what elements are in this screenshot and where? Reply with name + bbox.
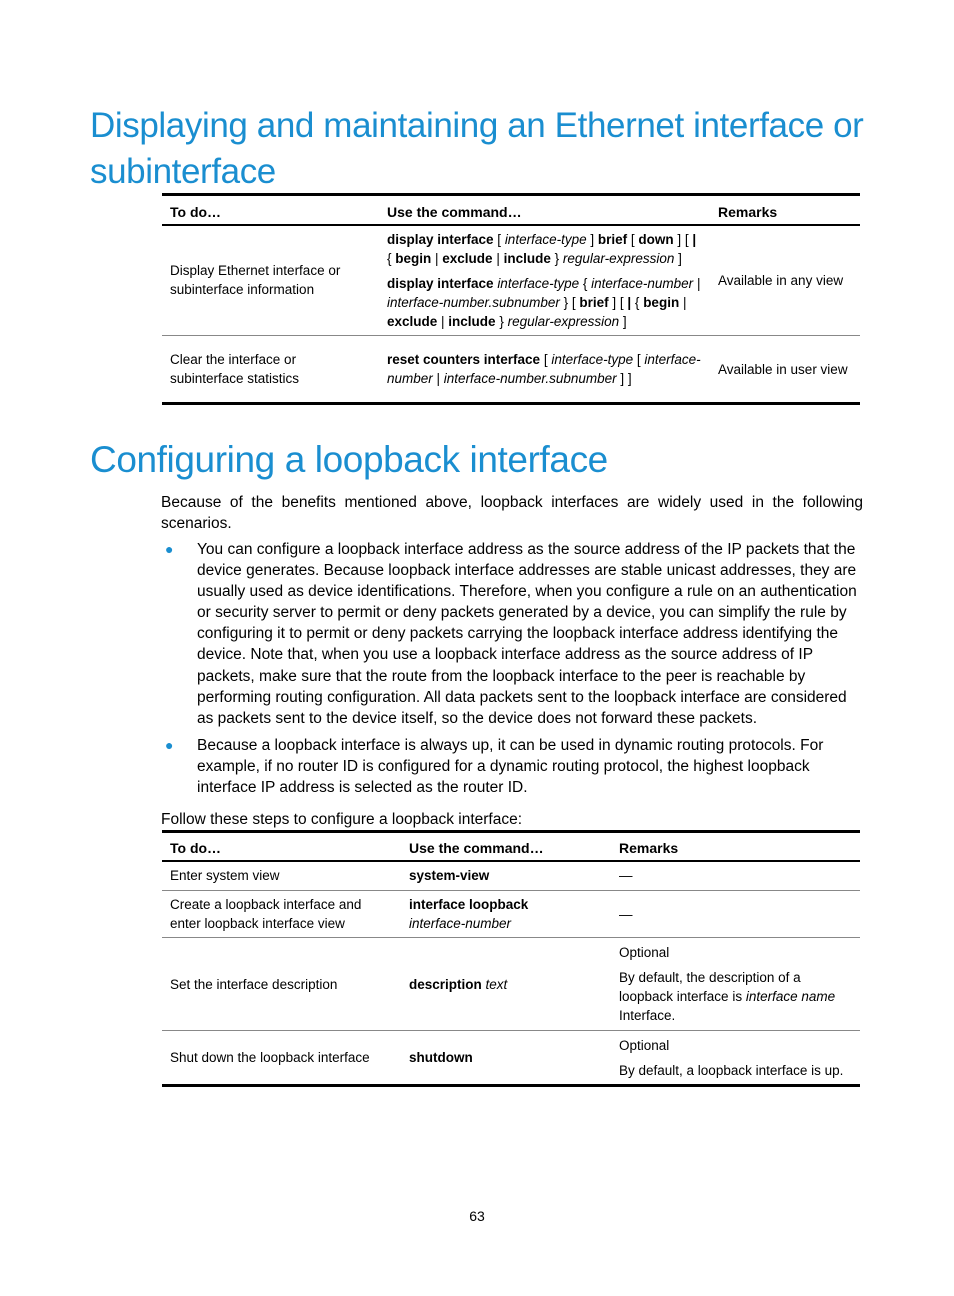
command-punctuation: { [631, 294, 644, 310]
command-syntax [387, 274, 702, 331]
command-syntax [387, 350, 702, 388]
command-cell [379, 336, 710, 404]
command-punctuation: | [437, 313, 449, 329]
command-keyword: exclude [387, 313, 438, 329]
command-keyword: begin [643, 294, 680, 310]
remarks-cell: Available in any view [718, 272, 844, 288]
command-argument: text [485, 976, 508, 992]
command-punctuation: [ [540, 352, 552, 367]
table-row [162, 225, 860, 336]
command-cell [401, 861, 611, 891]
remarks-cell [611, 1031, 860, 1086]
command-punctuation: | [492, 250, 504, 266]
scenario-list [161, 539, 863, 804]
command-argument: interface-number [409, 916, 512, 931]
command-argument: interface-type [497, 275, 580, 291]
remarks-default [619, 968, 852, 1025]
command-punctuation: ] [674, 250, 682, 266]
command-punctuation: | [431, 250, 443, 266]
section-heading-loopback: Configuring a loopback interface [90, 439, 608, 480]
command-keyword: exclude [442, 250, 493, 266]
command-argument: interface-number.subnumber [387, 294, 560, 310]
remarks-default: By default, a loopback interface is up. [619, 1062, 844, 1078]
table-header-row [162, 832, 860, 861]
command-punctuation: { [579, 275, 592, 291]
table-row [162, 861, 860, 891]
command-keyword: | [692, 231, 697, 247]
remarks-cell: Available in user view [718, 361, 848, 377]
command-argument: regular-expression [507, 313, 620, 329]
section-heading-ethernet: Displaying and maintaining an Ethernet interface or subinterface [90, 106, 864, 191]
command-punctuation: | [693, 275, 701, 291]
command-punctuation: } [550, 250, 563, 266]
command-punctuation: ] [586, 231, 598, 247]
remarks-optional: Optional [619, 945, 670, 960]
ethernet-command-table [162, 193, 860, 405]
command-keyword: shutdown [409, 1050, 473, 1065]
column-header-remarks: Remarks [619, 840, 679, 857]
bullet-icon: ● [165, 736, 174, 753]
command-cell [401, 891, 611, 938]
list-item [161, 539, 863, 729]
remarks-cell: — [619, 868, 633, 884]
table-row [162, 336, 860, 404]
command-keyword: display interface [387, 275, 494, 291]
command-punctuation: ] [619, 313, 627, 329]
command-keyword: brief [597, 231, 628, 247]
command-punctuation: } [ [559, 294, 580, 310]
command-cell [379, 225, 710, 336]
todo-cell: Clear the interface or subinterface statistics [170, 352, 300, 386]
remarks-text: Interface. [619, 1008, 676, 1023]
command-keyword: include [503, 250, 551, 266]
table-row [162, 891, 860, 938]
remarks-cell [611, 938, 860, 1031]
command-punctuation: | [679, 294, 687, 310]
command-keyword: interface loopback [409, 897, 529, 912]
list-item-text: Because a loopback interface is always up, it can be used in dynamic routing protocols. For example, if no router ID is configured for a dynamic routing protocol, the highest loopback interface IP address is selected as the router ID. [197, 736, 824, 797]
remarks-italic: interface name [745, 989, 836, 1004]
command-punctuation: ] ] [616, 371, 632, 386]
command-punctuation: ] [ [608, 294, 628, 310]
page-number: 63 [469, 1208, 485, 1224]
column-header-remarks: Remarks [718, 203, 778, 220]
loopback-command-table [162, 830, 860, 1087]
command-keyword: brief [579, 294, 609, 310]
remarks-cell: — [619, 906, 633, 922]
list-item-text: You can configure a loopback interface address as the source address of the IP packets that the device generates. Because loopback interface addresses are stable unicast addresses, they are usually used as device identifications. Therefore, when you configure a rule on an authentication or security server to permit or deny packets generated by a device, you can simplify the rule by configuring it to permit or deny packets carrying the loopback interface address identifying the device. Note that, when you use a loopback interface address as the source address of IP packets, make sure that the route from the loopback interface to the peer is reachable by performing routing configuration. All data packets sent to the loopback interface are considered as packets sent to the device itself, so the device does not forward these packets. [197, 541, 857, 727]
column-header-command: Use the command… [387, 203, 522, 220]
command-argument: interface-number [387, 352, 701, 386]
command-keyword: down [638, 231, 674, 247]
table-row [162, 938, 860, 1031]
command-punctuation: } [495, 313, 508, 329]
command-keyword: display interface [387, 231, 494, 247]
todo-cell: Shut down the loopback interface [170, 1050, 370, 1065]
command-argument: interface-number [591, 275, 694, 291]
command-punctuation: [ [493, 231, 505, 247]
todo-cell: Display Ethernet interface or subinterface information [170, 263, 341, 298]
column-header-command: Use the command… [409, 840, 544, 857]
command-argument: regular-expression [562, 250, 675, 266]
list-item [161, 735, 863, 798]
column-header-todo: To do… [170, 203, 222, 220]
command-keyword: reset counters interface [387, 352, 541, 367]
command-punctuation: | [432, 371, 444, 386]
todo-cell: Create a loopback interface and enter loopback interface view [170, 897, 362, 931]
command-punctuation: [ [633, 352, 645, 367]
command-keyword: include [448, 313, 496, 329]
command-argument: interface-type [504, 231, 587, 247]
command-punctuation: ] [ [673, 231, 693, 247]
command-punctuation: { [387, 250, 396, 266]
command-cell [401, 938, 611, 1031]
command-syntax [387, 230, 702, 268]
todo-cell: Set the interface description [170, 976, 338, 992]
column-header-todo: To do… [170, 840, 222, 857]
steps-intro: Follow these steps to configure a loopback interface: [161, 811, 523, 828]
command-keyword: description [409, 976, 482, 992]
command-keyword: | [627, 294, 632, 310]
command-keyword: system-view [409, 868, 490, 884]
command-punctuation: [ [627, 231, 639, 247]
remarks-optional: Optional [619, 1037, 670, 1053]
command-cell [401, 1031, 611, 1086]
intro-paragraph: Because of the benefits mentioned above, loopback interfaces are widely used in the following scenarios. [161, 494, 863, 532]
command-keyword: begin [395, 250, 432, 266]
command-argument: interface-type [551, 352, 634, 367]
todo-cell: Enter system view [170, 868, 280, 884]
table-row [162, 1031, 860, 1086]
bullet-icon: ● [165, 541, 174, 557]
table-header-row [162, 195, 860, 225]
remarks-text: By default, the description of a loopback interface is [619, 970, 801, 1004]
command-argument: interface-number.subnumber [443, 371, 617, 386]
